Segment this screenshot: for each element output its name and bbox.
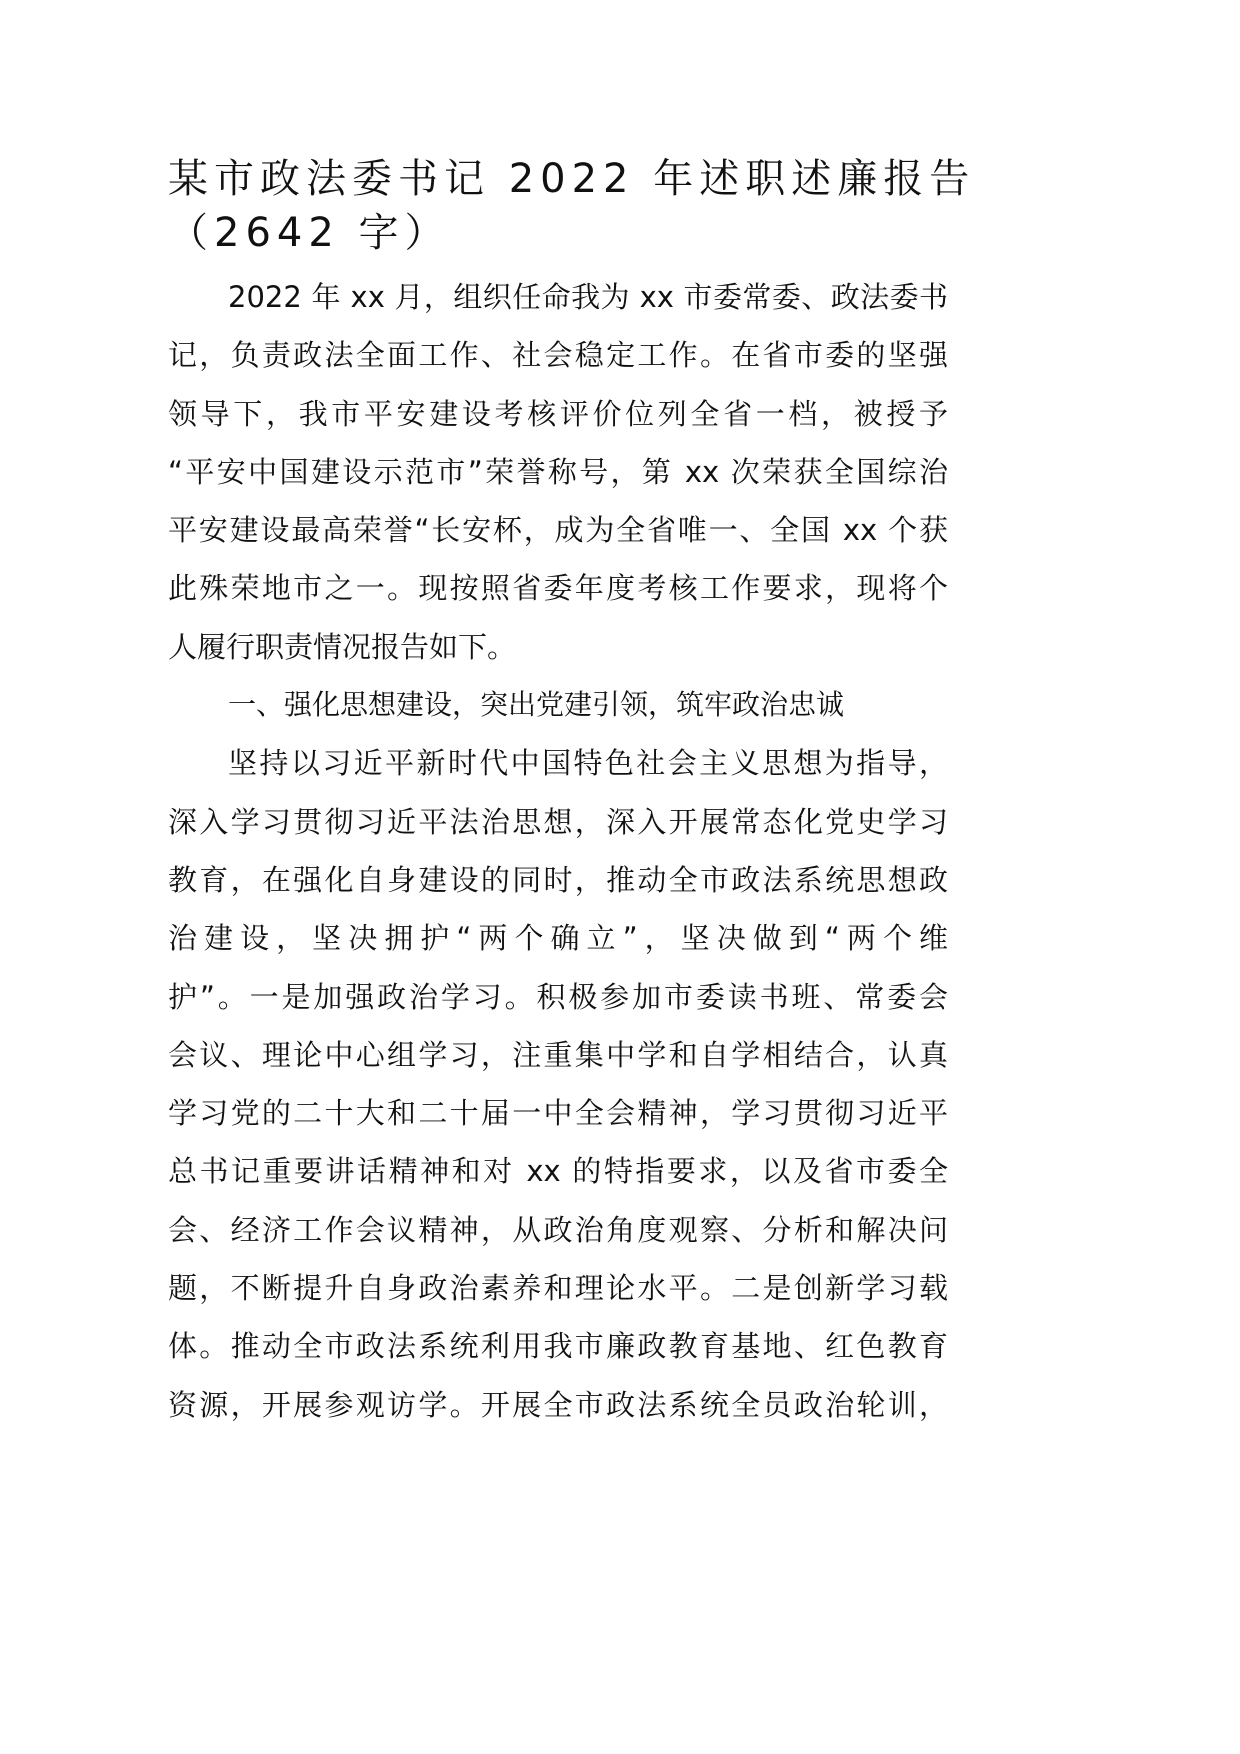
- text-line: 记，负责政法全面工作、社会稳定工作。在省市委的坚强: [168, 338, 948, 373]
- section-heading-text: 一、强化思想建设，突出党建引领，筑牢政治忠诚: [228, 688, 845, 722]
- text-line: 题，不断提升自身政治素养和理论水平。二是创新学习载: [168, 1271, 948, 1306]
- text-line: 坚持以习近平新时代中国特色社会主义思想为指导，: [228, 746, 948, 781]
- text-line: 会、经济工作会议精神，从政治角度观察、分析和解决问: [168, 1212, 948, 1247]
- text-line: 资源，开展参观访学。开展全市政法系统全员政治轮训，: [168, 1387, 948, 1422]
- text-line: “平安中国建设示范市”荣誉称号，第 xx 次荣获全国综治: [168, 454, 948, 489]
- text-line: 深入学习贯彻习近平法治思想，深入开展常态化党史学习: [168, 804, 948, 839]
- document-title: [168, 152, 976, 260]
- text-line: 治建设，坚决拥护“两个确立”，坚决做到“两个维: [168, 921, 948, 956]
- text-line: 护”。一是加强政治学习。积极参加市委读书班、常委会: [168, 979, 948, 1014]
- text-line: 领导下，我市平安建设考核评价位列全省一档，被授予: [168, 396, 948, 431]
- paragraph-intro: [168, 268, 948, 676]
- text-line: 体。推动全市政法系统利用我市廉政教育基地、红色教育: [168, 1329, 948, 1364]
- text-line: 此殊荣地市之一。现按照省委年度考核工作要求，现将个: [168, 571, 948, 606]
- text-line: 学习党的二十大和二十届一中全会精神，学习贯彻习近平: [168, 1096, 948, 1131]
- paragraph-section-1: [168, 734, 948, 1434]
- text-line: 2022 年 xx 月，组织任命我为 xx 市委常委、政法委书: [228, 280, 948, 314]
- text-line: 会议、理论中心组学习，注重集中学和自学相结合，认真: [168, 1037, 948, 1072]
- title-line-2: （2642 字）: [168, 210, 451, 256]
- document-body: [168, 268, 948, 1434]
- text-line: 平安建设最高荣誉“长安杯，成为全省唯一、全国 xx 个获: [168, 513, 948, 548]
- title-line-1: 某市政法委书记 2022 年述职述廉报告: [168, 156, 976, 202]
- section-heading-1: [168, 676, 948, 734]
- text-line: 总书记重要讲话精神和对 xx 的特指要求，以及省市委全: [168, 1154, 948, 1189]
- text-line: 人履行职责情况报告如下。: [168, 629, 517, 664]
- text-line: 教育，在强化自身建设的同时，推动全市政法系统思想政: [168, 862, 948, 897]
